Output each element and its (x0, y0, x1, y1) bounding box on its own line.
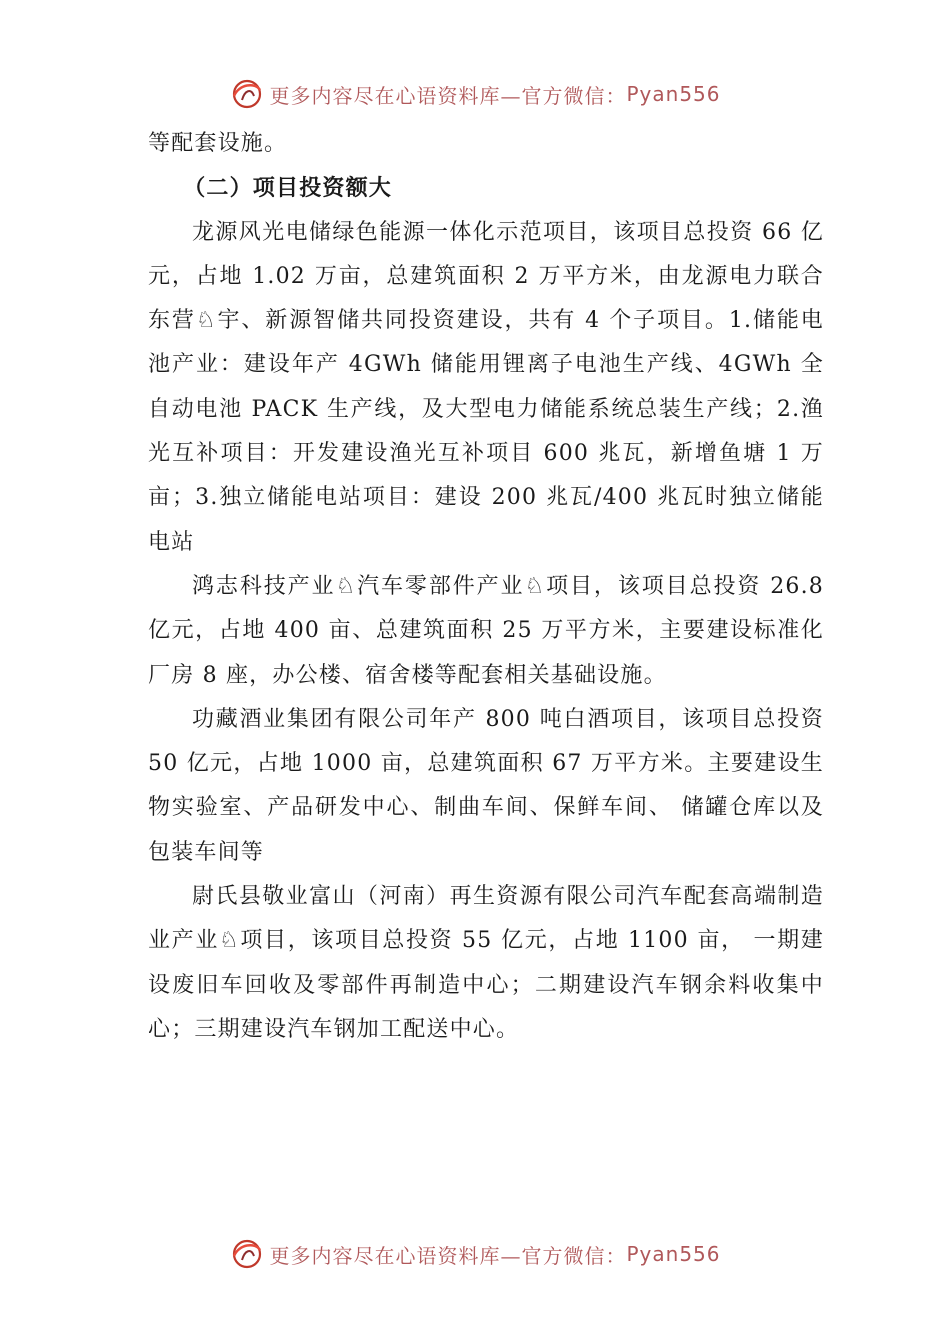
watermark-account: Pyan556 (626, 82, 721, 106)
library-logo-icon (229, 76, 265, 112)
watermark-text: 更多内容尽在心语资料库—官方微信： (269, 83, 627, 108)
header-watermark (0, 72, 950, 116)
paragraph-longyuan-project: 龙源风光电储绿色能源一体化示范项目，该项目总投资 66 亿元，占地 1.02 万亩，总建筑面积 2 万平方米，由龙源电力联合东营♘宇、新源智储共同投资建设，共有 4 个子项目。1.储能电池产业：建设年产 4GWh 储能用锂离子电池生产线、4GWh 全自动电池 PACK 生产线，及大型电力储能系统总装生产线；2.渔光互补项目：开发建设渔光互补项目 600 兆瓦，新增鱼塘 1 万亩；3.独立储能电站项目：建设 200 兆瓦/400 兆瓦时独立储能电站 (148, 219, 824, 555)
paragraph-continuation: 等配套设施。 (148, 131, 288, 156)
library-logo-icon (229, 1236, 265, 1272)
paragraph-hongzhi-project: 鸿志科技产业♘汽车零部件产业♘项目，该项目总投资 26.8 亿元，占地 400 亩、总建筑面积 25 万平方米，主要建设标准化厂房 8 座，办公楼、宿舍楼等配套相关基础设施。 (148, 573, 824, 688)
paragraph-jingye-project: 尉氏县敬业富山（河南）再生资源有限公司汽车配套高端制造业产业♘项目，该项目总投资 55 亿元，占地 1100 亩， 一期建设废旧车回收及零部件再制造中心；二期建设汽车钢余料收集中心；三期建设汽车钢加工配送中心。 (148, 884, 824, 1042)
document-body (148, 122, 824, 1052)
section-heading: （二）项目投资额大 (183, 175, 392, 202)
footer-watermark (0, 1232, 950, 1276)
paragraph-gongzang-project: 功藏酒业集团有限公司年产 800 吨白酒项目，该项目总投资 50 亿元，占地 1000 亩，总建筑面积 67 万平方米。主要建设生物实验室、产品研发中心、制曲车间、保鲜车间、 储罐仓库以及包装车间等 (148, 706, 824, 865)
watermark-text: 更多内容尽在心语资料库—官方微信： (269, 1243, 627, 1268)
watermark-account: Pyan556 (626, 1242, 721, 1266)
